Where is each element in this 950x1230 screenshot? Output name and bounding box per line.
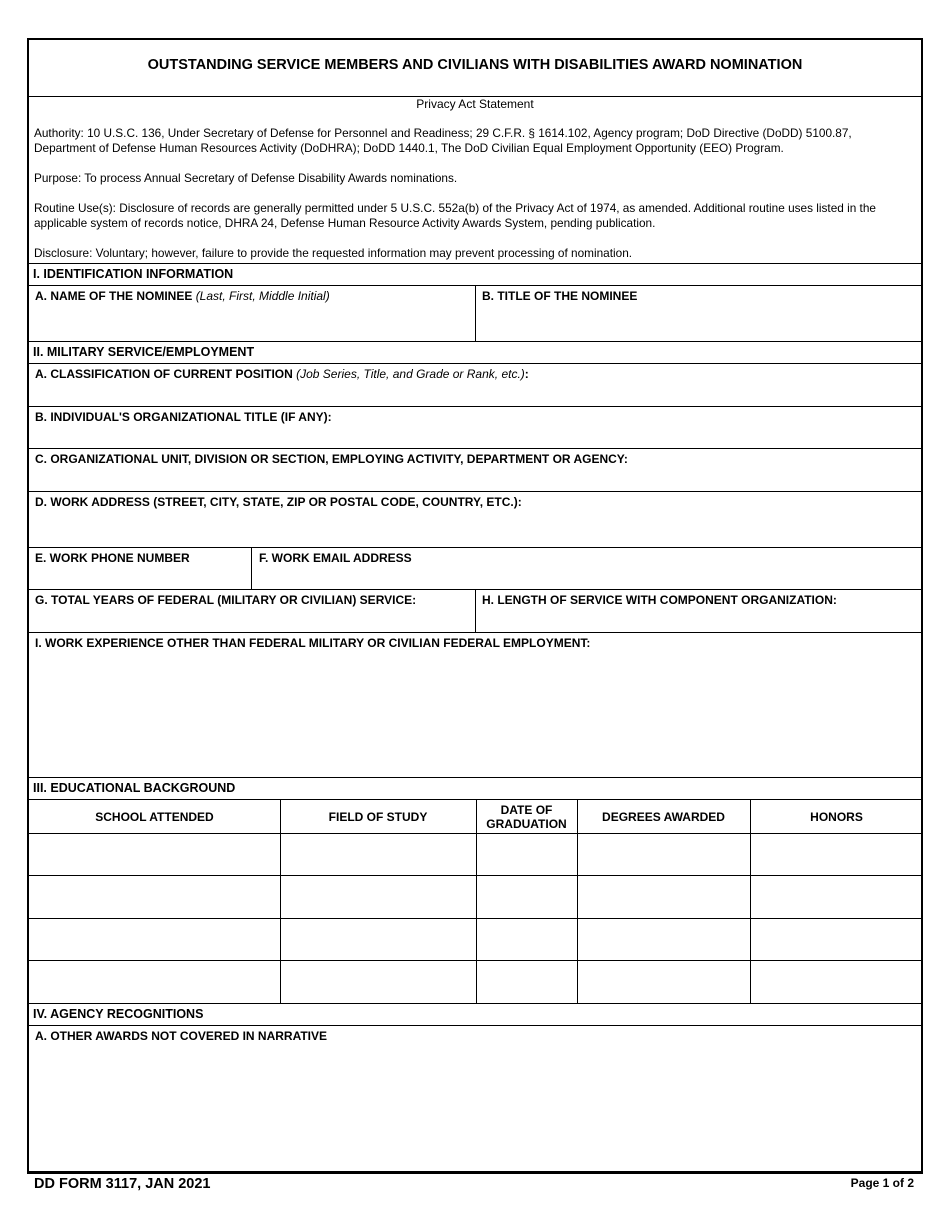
- work-address-input[interactable]: [29, 508, 923, 546]
- education-row-2-field[interactable]: [281, 876, 476, 918]
- privacy-disclosure: Disclosure: Voluntary; however, failure to provide the requested information may prevent processing of nomination.: [34, 246, 633, 260]
- nominee-name-label: A. NAME OF THE NOMINEE: [35, 289, 193, 303]
- section-1-heading: I. IDENTIFICATION INFORMATION: [33, 267, 234, 281]
- col-school-attended: SCHOOL ATTENDED: [95, 809, 214, 824]
- divider: [29, 263, 921, 264]
- education-row-1-school[interactable]: [29, 834, 280, 875]
- divider: [29, 491, 921, 492]
- col-honors: HONORS: [810, 809, 863, 824]
- form-title: OUTSTANDING SERVICE MEMBERS AND CIVILIANS WITH DISABILITIES AWARD NOMINATION: [147, 57, 803, 73]
- education-row-3-honors[interactable]: [751, 919, 923, 960]
- education-row-4-degree[interactable]: [578, 961, 750, 1003]
- divider: [29, 777, 921, 778]
- divider: [29, 1025, 921, 1026]
- education-row-4-field[interactable]: [281, 961, 476, 1003]
- nominee-name-field-label: [35, 289, 330, 303]
- work-email-input[interactable]: [252, 564, 923, 589]
- page-number: Page 1 of 2: [850, 1176, 914, 1190]
- col-field-of-study: FIELD OF STUDY: [328, 809, 428, 824]
- divider: [29, 547, 921, 548]
- col-date-of-graduation: DATE OF GRADUATION: [486, 802, 567, 831]
- classification-hint: (Job Series, Title, and Grade or Rank, etc.): [296, 367, 525, 381]
- other-experience-input[interactable]: [29, 651, 923, 776]
- classification-colon: :: [524, 367, 529, 381]
- classification-label: A. CLASSIFICATION OF CURRENT POSITION: [35, 367, 293, 381]
- form-page: [27, 38, 923, 1174]
- education-row-3-school[interactable]: [29, 919, 280, 960]
- education-row-1-degree[interactable]: [578, 834, 750, 875]
- section-3-heading: III. EDUCATIONAL BACKGROUND: [33, 781, 236, 795]
- component-service-input[interactable]: [476, 606, 923, 631]
- other-experience-label: I. WORK EXPERIENCE OTHER THAN FEDERAL MILITARY OR CIVILIAN FEDERAL EMPLOYMENT:: [35, 636, 591, 650]
- org-unit-label: C. ORGANIZATIONAL UNIT, DIVISION OR SECTION, EMPLOYING ACTIVITY, DEPARTMENT OR AGENCY:: [35, 452, 628, 466]
- org-title-label: B. INDIVIDUAL'S ORGANIZATIONAL TITLE (IF ANY):: [35, 410, 332, 424]
- form-number: DD FORM 3117, JAN 2021: [34, 1176, 211, 1192]
- education-row-1-field[interactable]: [281, 834, 476, 875]
- other-awards-label: A. OTHER AWARDS NOT COVERED IN NARRATIVE: [35, 1029, 328, 1043]
- component-service-label: H. LENGTH OF SERVICE WITH COMPONENT ORGANIZATION:: [482, 593, 837, 607]
- section-2-heading: II. MILITARY SERVICE/EMPLOYMENT: [33, 345, 255, 359]
- education-row-2-honors[interactable]: [751, 876, 923, 918]
- section-4-heading: IV. AGENCY RECOGNITIONS: [33, 1007, 204, 1021]
- divider: [29, 632, 921, 633]
- education-row-3-field[interactable]: [281, 919, 476, 960]
- org-unit-input[interactable]: [29, 465, 923, 490]
- divider: [29, 363, 921, 364]
- nominee-title-label: B. TITLE OF THE NOMINEE: [482, 289, 638, 303]
- divider: [29, 448, 921, 449]
- classification-input[interactable]: [29, 380, 923, 405]
- nominee-name-input[interactable]: [29, 302, 475, 340]
- privacy-routine-uses: Routine Use(s): Disclosure of records are generally permitted under 5 U.S.C. 552a(b) of the Privacy Act of 1974, as amended. Additional routine uses listed in the applicable system of records notice, DHRA 24, Defense Human Resource Activity Awards System, pending publication.: [34, 201, 876, 230]
- nominee-name-hint: (Last, First, Middle Initial): [195, 289, 330, 303]
- education-row-2-date[interactable]: [477, 876, 577, 918]
- privacy-authority: Authority: 10 U.S.C. 136, Under Secretary of Defense for Personnel and Readiness; 29 C.F.R. § 1614.102, Agency program; DoD Directive (DoDD) 5100.87, Department of Defense Human Resources Activity (DoDHRA); DoDD 1440.1, The DoD Civilian Equal Employment Opportunity (EEO) Program.: [34, 126, 852, 155]
- privacy-purpose: Purpose: To process Annual Secretary of Defense Disability Awards nominations.: [34, 171, 458, 185]
- work-phone-label: E. WORK PHONE NUMBER: [35, 551, 190, 565]
- col-degrees-awarded: DEGREES AWARDED: [602, 809, 725, 824]
- work-email-label: F. WORK EMAIL ADDRESS: [259, 551, 412, 565]
- education-row-4-honors[interactable]: [751, 961, 923, 1003]
- education-row-2-degree[interactable]: [578, 876, 750, 918]
- org-title-input[interactable]: [29, 423, 923, 448]
- work-address-label: D. WORK ADDRESS (STREET, CITY, STATE, ZIP OR POSTAL CODE, COUNTRY, ETC.):: [35, 495, 522, 509]
- education-row-4-school[interactable]: [29, 961, 280, 1003]
- education-row-1-date[interactable]: [477, 834, 577, 875]
- education-row-3-date[interactable]: [477, 919, 577, 960]
- federal-service-input[interactable]: [29, 606, 475, 631]
- divider: [29, 341, 921, 342]
- other-awards-input[interactable]: [29, 1044, 923, 1172]
- divider: [29, 1003, 921, 1004]
- federal-service-label: G. TOTAL YEARS OF FEDERAL (MILITARY OR CIVILIAN) SERVICE:: [35, 593, 417, 607]
- classification-field-label: [35, 367, 529, 381]
- privacy-act-heading: Privacy Act Statement: [416, 97, 534, 111]
- education-row-3-degree[interactable]: [578, 919, 750, 960]
- education-row-1-honors[interactable]: [751, 834, 923, 875]
- nominee-title-input[interactable]: [476, 302, 923, 340]
- education-row-2-school[interactable]: [29, 876, 280, 918]
- work-phone-input[interactable]: [29, 564, 251, 589]
- divider: [29, 406, 921, 407]
- education-row-4-date[interactable]: [477, 961, 577, 1003]
